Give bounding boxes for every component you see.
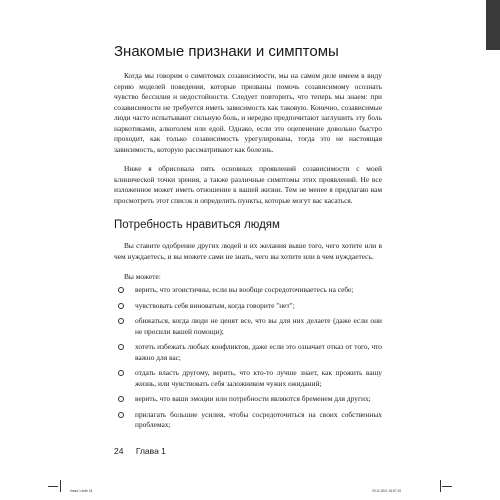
list-item <box>114 342 382 363</box>
crop-mark <box>48 486 58 487</box>
list-item-text: прилагать большие усилия, чтобы сосредоточиться на своих собственных проблемах; <box>135 409 382 429</box>
bullet-circle-icon <box>118 287 124 293</box>
crop-mark <box>442 486 452 487</box>
list-item-text: обижаться, когда люди не ценят все, что вы для них делаете (даже если они не просили вашей помощи); <box>135 316 382 336</box>
list-item <box>114 301 382 312</box>
print-slug-timestamp: 29.11.2021 16:57:15 <box>372 489 402 493</box>
paragraph-2-block <box>114 164 382 206</box>
list-item-text: верить, что эгоистичны, если вы вообще сосредоточиваетесь на себе; <box>135 285 354 294</box>
list-item <box>114 368 382 389</box>
crop-mark <box>60 480 61 492</box>
paragraph-2: Ниже я обрисовала пять основных проявлений созависимости с моей клинической точки зрения, а также различные симптомы этих проявлений. Не все изложенное может иметь отношение к вашей жизни. Тем не менее я предлагаю вам просмотреть этот список и определить пункты, которые могут вас касаться. <box>114 164 382 205</box>
crop-mark <box>440 480 441 492</box>
section-heading: Знакомые признаки и симптомы <box>114 43 339 60</box>
page-footer <box>114 446 166 456</box>
bullet-circle-icon <box>118 303 124 309</box>
bullet-circle-icon <box>118 396 124 402</box>
list-item <box>114 285 382 296</box>
paragraph-4: Вы можете: <box>124 272 161 281</box>
paragraph-1-block <box>114 71 382 155</box>
paragraph-3-block <box>114 241 382 262</box>
bullet-circle-icon <box>118 370 124 376</box>
list-item-text: чувствовать себя виноватым, когда говорите "нет"; <box>135 300 295 310</box>
bullet-circle-icon <box>118 344 124 350</box>
paragraph-3: Вы ставите одобрение других людей и их желания выше того, чего хотите или в чем нуждаетесь, и вы можете сами не знать, чего вы хотите или в чем нуждаетесь. <box>114 241 382 261</box>
list-item-text: хотеть избежать любых конфликтов, даже если это означает отказ от того, что важно для вас; <box>135 342 382 362</box>
symptom-list <box>114 285 382 436</box>
list-item-text: верить, что ваши эмоции или потребности являются бременем для других; <box>135 394 371 403</box>
paragraph-4-block <box>114 272 382 283</box>
page-number: 24 <box>114 446 124 456</box>
page-edge-tab <box>486 0 500 50</box>
list-item <box>114 410 382 431</box>
bullet-circle-icon <box>118 412 124 418</box>
list-item <box>114 394 382 405</box>
subsection-heading: Потребность нравиться людям <box>114 219 280 231</box>
print-slug-file: Книга 1.indb 24 <box>70 489 93 493</box>
chapter-label: Глава 1 <box>135 446 166 456</box>
list-item <box>114 316 382 337</box>
list-item-text: отдать власть другому, верить, что кто-то лучше знает, как прожить вашу жизнь, или чувствовать себя заложником чужих ожиданий; <box>135 368 382 388</box>
paragraph-1: Когда мы говорим о симптомах созависимости, мы на самом деле имеем в виду серию моделей поведения, которые призваны помочь созависимому осознать чувство бессилия и недостойности. Следует повторить, что теперь мы знаем: при созависимости не требуется иметь зависимость как таковую. Конечно, созависимые люди часто испытывают сильную боль, и нередко предпочитают заглушить эту боль наркотиками, алкоголем или едой. Однако, если это оцепенение довольно быстро проходит, как только созависимость урегулирована, тогда это не настоящая зависимость, которую рассматривают как болезнь. <box>114 71 382 154</box>
bullet-circle-icon <box>118 318 124 324</box>
